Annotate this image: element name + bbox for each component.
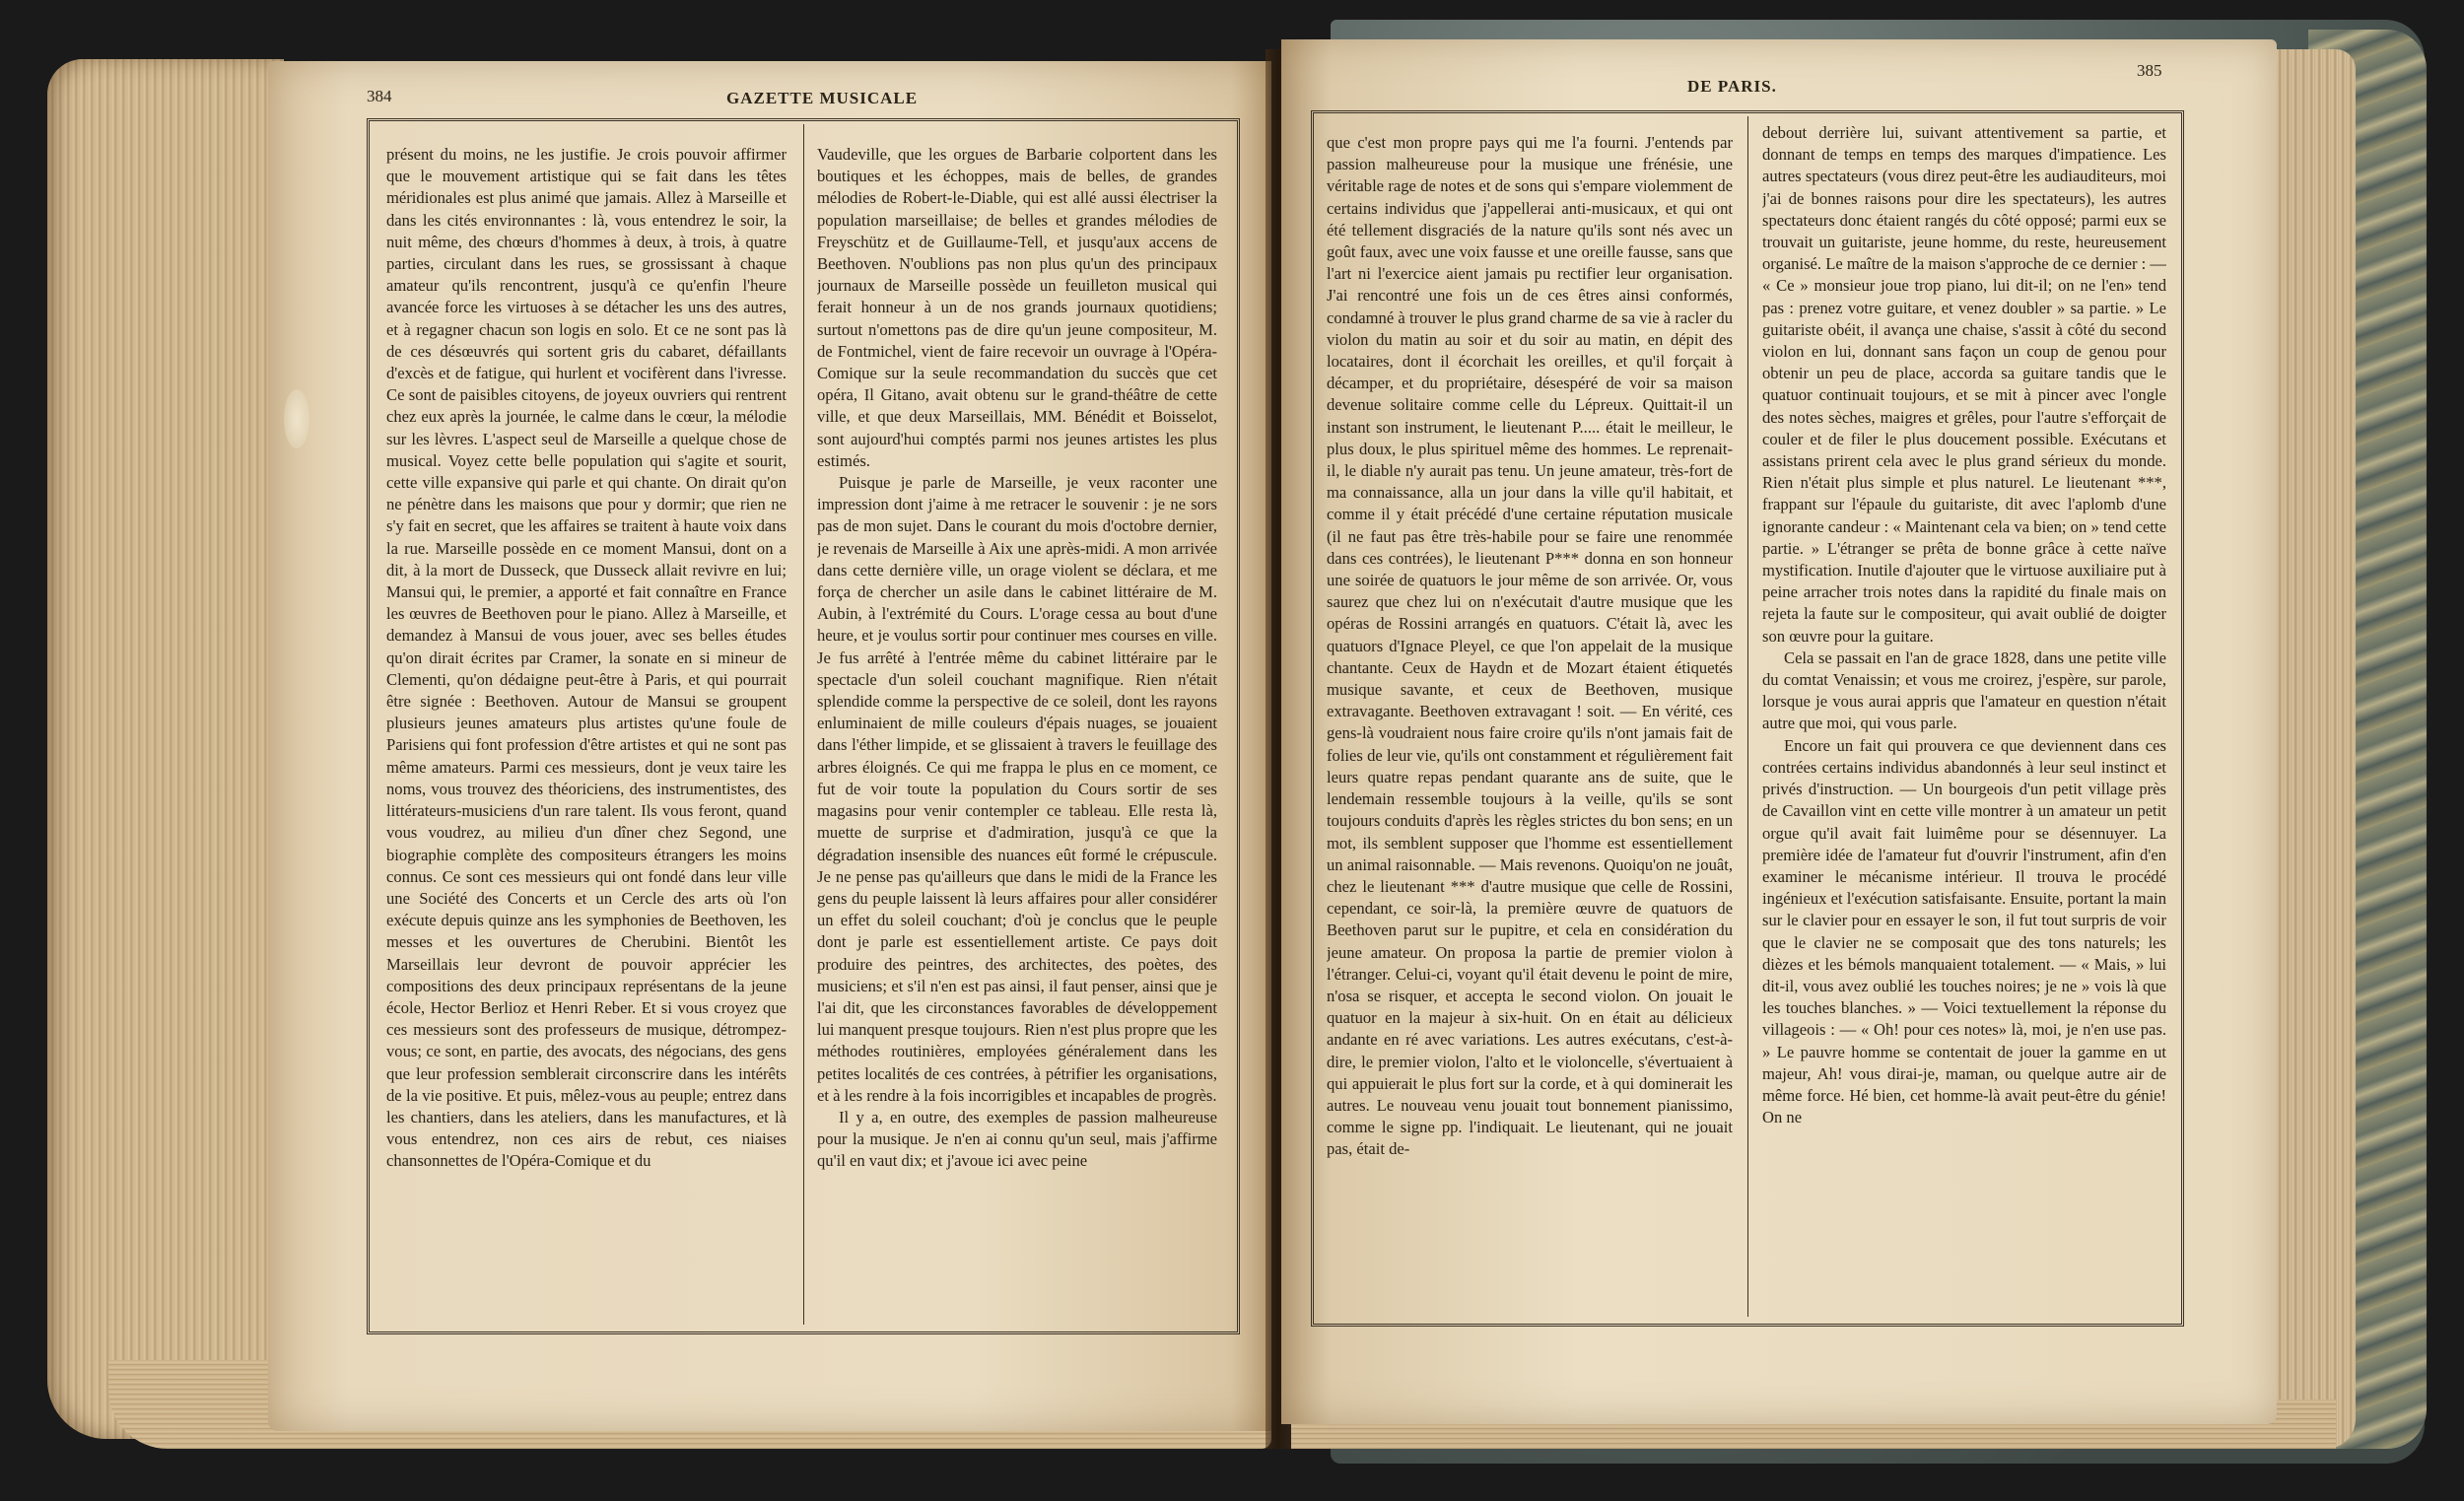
paragraph: que c'est mon propre pays qui me l'a fourni. J'entends par passion malheureuse pour la musique une frénésie, une véritable rage de notes et de sons qui s'empare violemment de certains individus que j'appellerai anti-musicaux, et qui ont été tellement disgraciés de la nature qu'ils sont nés avec un goût faux, avec une voix fausse et une oreille fausse, sans que l'art ni l'exercice aient jamais pu rectifier leur organisation. J'ai rencontré une fois un de ces êtres ainsi conformés, condamné à trouver le plus grand charme de sa vie à racler du violon du matin au soir et du soir au matin, en dépit des locataires, dont il écorchait les oreilles, et qu'il forçait à décamper, et du propriétaire, désespéré de voir sa maison devenue solitaire comme celle du Lépreux. Quittait-il un instant son instrument, le lieutenant P..... était le meilleur, le plus doux, le plus spirituel même des hommes. Le reprenait-il, le diable n'y aurait pas tenu. Un jeune amateur, très-fort de ma connaissance, alla un jour dans la ville qu'il habitait, et comme il y était précédé d'une certaine réputation musicale (il ne faut pas être très-habile pour se faire une renommée dans ces contrées), le lieutenant P*** donna en son honneur une soirée de quatuors le jour même de son arrivée. Or, vous saurez que chez lui on n'exécutait d'autre musique que les opéras de Rossini arrangés en quatuors. C'était là, avec les quatuors d'Ignace Pleyel, ce que l'on appelait de la musique chantante. Ceux de Haydn et de Mozart étaient étiquetés musique savante, et ceux de Beethoven, musique extravagante. Beethoven extravagant ! soit. — En vérité, ces gens-là voudraient nous faire croire qu'ils n'ont jamais fait de folies de leur vie, qu'ils ont constamment et régulièrement fait leurs quatre repas pendant quarante ans de suite, que le lendemain ressemble toujours à la veille, qu'ils se sont toujours conduits d'après les règles strictes du bon sens; en un mot, ils semblent supposer que l'homme est essentiellement un animal raisonnable. — Mais revenons. Quoiqu'on ne jouât, chez le lieutenant *** d'autre musique que celle de Rossini, cependant, ce soir-là, la première œuvre de quatuors de Beethoven parut sur le pupitre, et cela en considération du jeune amateur. On proposa la partie de premier violon à l'étranger. Celui-ci, voyant qu'il était devenu le point de mire, n'osa se risquer, et accepta le second violon. On jouait le quatuor en la majeur à six-huit. On en était au délicieux andante en ré avec variations. Les autres exécutans, c'est-à-dire, le premier violon, l'alto et le violoncelle, s'évertuaient à qui appuierait le plus fort sur la corde, et à qui dominerait les autres. Le nouveau venu jouait tout bonnement pianissimo, comme le signe pp. l'indiquait. Le lieutenant, qui ne jouait pas, était de- xyxy=(1327,133,1733,1159)
paragraph: Cela se passait en l'an de grace 1828, dans une petite ville du comtat Venaissin; et vous me croirez, j'espère, sur parole, lorsque je vous aurai appris que l'amateur en question n'était autre que moi, qui vous parle. xyxy=(1762,648,2166,733)
paragraph: présent du moins, ne les justifie. Je crois pouvoir affirmer que le mouvement artistique qui se fait dans les têtes méridionales est plus animé que jamais. Allez à Marseille et dans les cités environnantes : là, vous entendrez le soir, la nuit même, des chœurs d'hommes à deux, à trois, à quatre parties, circulant dans les rues, se grossissant à chaque amateur qu'ils rencontrent, jusqu'à ce qu'enfin l'heure avancée force les virtuoses à se détacher les uns des autres, et à regagner chacun son logis en solo. Et ce ne sont pas là de ces désœuvrés qui sortent gris du cabaret, défaillants d'excès et de fatigue, qui hurlent et vocifèrent dans l'ivresse. Ce sont de paisibles citoyens, de joyeux ouvriers qui rentrent chez eux après la journée, le calme dans le cœur, la mélodie sur les lèvres. L'aspect seul de Marseille a quelque chose de musical. Voyez cette belle population qui s'agite et sourit, cette ville expansive qui parle et qui chante. On dirait qu'on ne pénètre dans les maisons que pour y dormir; que rien ne s'y fait en secret, que les affaires se traitent à haute voix dans la rue. Marseille possède en ce moment Mansui, dont on a dit, à la mort de Dusseck, que Dusseck allait revivre en lui; Mansui qui, le premier, a apporté et fait connaître en France les œuvres de Beethoven pour le piano. Allez à Marseille, et demandez à Mansui de vous jouer, avec ses belles études qu'on dirait écrites par Cramer, la sonate en si mineur de Clementi, qu'on dédaigne peut-être à Paris, et qui pourrait être signée : Beethoven. Autour de Mansui se groupent plusieurs jeunes amateurs plus artistes qu'une foule de Parisiens qui font profession d'être artistes et qui ne sont pas même amateurs. Parmi ces messieurs, dont je veux taire les noms, vous trouvez des théoriciens, des instrumentistes, des littérateurs-musiciens d'un rare talent. Ils vous feront, quand vous voudrez, au milieu d'un dîner chez Segond, une biographie complète des compositeurs étrangers les moins connus. Ce sont ces messieurs qui ont fondé dans leur ville une Société des Concerts et un Cercle des arts où l'on exécute depuis quinze ans les symphonies de Beethoven, les messes et les ouvertures de Cherubini. Bientôt les Marseillais leur devront de pouvoir apprécier les compositions des deux principaux représentans de la jeune école, Hector Berlioz et Henri Reber. Et si vous croyez que ces messieurs sont des professeurs de musique, détrompez-vous; ce sont, en partie, des avocats, des négocians, des gens que leur profession semblerait circonscrire dans les intérêts de la vie positive. Et puis, mêlez-vous au peuple; entrez dans les chantiers, dans les ateliers, dans les manufactures, et là vous entendrez, non ces airs de rebut, ces niaises chansonnettes de l'Opéra-Comique et du xyxy=(386,145,787,1171)
left-column-divider xyxy=(803,124,804,1325)
right-page-column-2 xyxy=(1762,122,2166,1313)
right-page-number: 385 xyxy=(2137,61,2162,80)
left-running-head: GAZETTE MUSICALE xyxy=(726,89,919,107)
right-running-head: DE PARIS. xyxy=(1687,77,1777,96)
paragraph: debout derrière lui, suivant attentivement sa partie, et donnant de temps en temps des marques d'impatience. Les autres spectateurs (vous direz peut-être les audiauditeurs, moi j'ai de bonnes raisons pour dire les spectateurs), les autres spectateurs donc étaient rangés du côté opposé; parmi eux se trouvait un guitariste, jeune homme, du reste, heureusement organisé. Le maître de la maison s'approche de ce dernier : — « Ce » monsieur joue trop piano, lui dit-il; on ne l'en» tend pas : prenez votre guitare, et venez doubler » sa partie. » Le guitariste obéit, il avança une chaise, s'assit à côté du second violon en lui, donnant sans façon un coup de genou pour obtenir un peu de place, accorda sa guitare tandis que le quatuor continuait toujours, et se mit à pincer avec l'ongle des notes sèches, maigres et grêles, pour l'autre s'efforçait de couler et de filer le plus doucement possible. Exécutans et assistans prirent cela avec le plus grand sérieux du monde. Rien n'était plus simple et plus naturel. Le lieutenant ***, frappant sur l'épaule du guitariste, dit avec l'aplomb d'une ignorante candeur : « Maintenant cela va bien; on » tend cette partie. » L'étranger se prêta de bonne grâce à cette naïve mystification. Inutile d'ajouter que le virtuose auxiliaire put à peine arracher trois notes dans la rapidité du finale mais on rejeta la faute sur le compositeur, qui avait oublié de doigter son œuvre pour la guitare. xyxy=(1762,123,2166,646)
right-column-divider xyxy=(1747,116,1748,1317)
left-page-block-edge xyxy=(47,59,284,1439)
right-page-block-edge xyxy=(2267,49,2356,1449)
left-page-number: 384 xyxy=(367,87,392,105)
paper-stain xyxy=(284,389,309,448)
paragraph: Il y a, en outre, des exemples de passion malheureuse pour la musique. Je n'en ai connu qu'un seul, mais j'affirme qu'il en vaut dix; et j'avoue ici avec peine xyxy=(817,1107,1217,1171)
paragraph: Vaudeville, que les orgues de Barbarie colportent dans les boutiques et les échoppes, mais de belles, de grandes mélodies de Robert-le-Diable, qui est allé aussi électriser la population marseillaise; de belles et grandes mélodies de Freyschütz et de Guillaume-Tell, et jusqu'aux accens de Beethoven. N'oublions pas non plus qu'un des principaux journaux de Marseille possède un feuilleton musical qui ferait honneur à un de nos grands journaux quotidiens; surtout n'omettons pas de dire qu'un jeune compositeur, M. de Fontmichel, vient de faire recevoir un ouvrage à l'Opéra-Comique sur la seule recommandation du succès que cet opéra, Il Gitano, avait obtenu sur le grand-théâtre de cette ville, et que deux Marseillais, MM. Bénédit et Boisselot, sont aujourd'hui comptés parmi nos jeunes artistes les plus estimés. xyxy=(817,145,1217,470)
left-page-column-1 xyxy=(386,144,787,1319)
paragraph: Encore un fait qui prouvera ce que deviennent dans ces contrées certains individus abandonnés à leur seul instinct et privés d'instruction. — Un bourgeois d'un petit village près de Cavaillon vint en cette ville montrer à un amateur un petit orgue qu'il avait fait luimême pour se désennuyer. La première idée de l'amateur fut d'ouvrir l'instrument, afin d'en examiner le mécanisme intérieur. Il trouva le procédé ingénieux et l'exécution satisfaisante. Ensuite, portant la main sur le clavier pour en essayer le son, il fut tout surpris de voir que le clavier ne se composait que des tons naturels; les dièzes et les bémols manquaient totalement. — « Mais, » lui dit-il, vous avez oublié les touches noires; je ne » vois là que les touches blanches. » — Voici textuellement la réponse du villageois : — « Oh! pour ces notes» là, moi, je n'en use pas. » Le pauvre homme se contentait de jouer la gamme en ut majeur, Ah! vous dirai-je, maman, ou quelque autre air de même force. Hé bien, cet homme-là avait peut-être du génie! On ne xyxy=(1762,735,2166,1127)
paragraph: Puisque je parle de Marseille, je veux raconter une impression dont j'aime à me retracer le souvenir : je ne sors pas de mon sujet. Dans le courant du mois d'octobre dernier, je revenais de Marseille à Aix une après-midi. A mon arrivée dans cette dernière ville, un orage violent se déclara, et me força de chercher un asile dans le cabinet littéraire de M. Aubin, à l'extrémité du Cours. L'orage cessa au bout d'une heure, et je voulus sortir pour continuer mes courses en ville. Je fus arrêté à l'entrée même du cabinet littéraire par le spectacle d'un soleil couchant magnifique. Rien n'était splendide comme la perspective de ce soleil, dont les rayons enluminaient de mille couleurs d'épais nuages, se jouaient dans l'éther limpide, et se glissaient à travers le feuillage des arbres éloignés. Ce qui me frappa le plus en ce moment, ce fut de voir toute la population du Cours sortir de ses magasins pour venir contempler ce tableau. Elle resta là, muette de surprise et d'admiration, jusqu'à ce que la dégradation insensible des nuances eût formé le crépuscule. Je ne pense pas qu'ailleurs que dans le midi de la France les gens du peuple laissent là leurs affaires pour aller considérer un effet du soleil couchant; d'où je conclus que le peuple dont je parle est essentiellement artiste. Ce pays doit produire des peintres, des architectes, des poètes, des musiciens; et s'il n'en est pas ainsi, il faut penser, ainsi que je l'ai dit, que les circonstances favorables de développement lui manquent presque toujours. Rien n'est plus propre que les méthodes routinières, employées généralement dans les petites localités de ces contrées, à pétrifier les organisations, et à les rendre à la fois incorrigibles et incapables de progrès. xyxy=(817,473,1217,1105)
left-page-column-2 xyxy=(817,144,1217,1319)
right-page-column-1 xyxy=(1327,132,1733,1313)
